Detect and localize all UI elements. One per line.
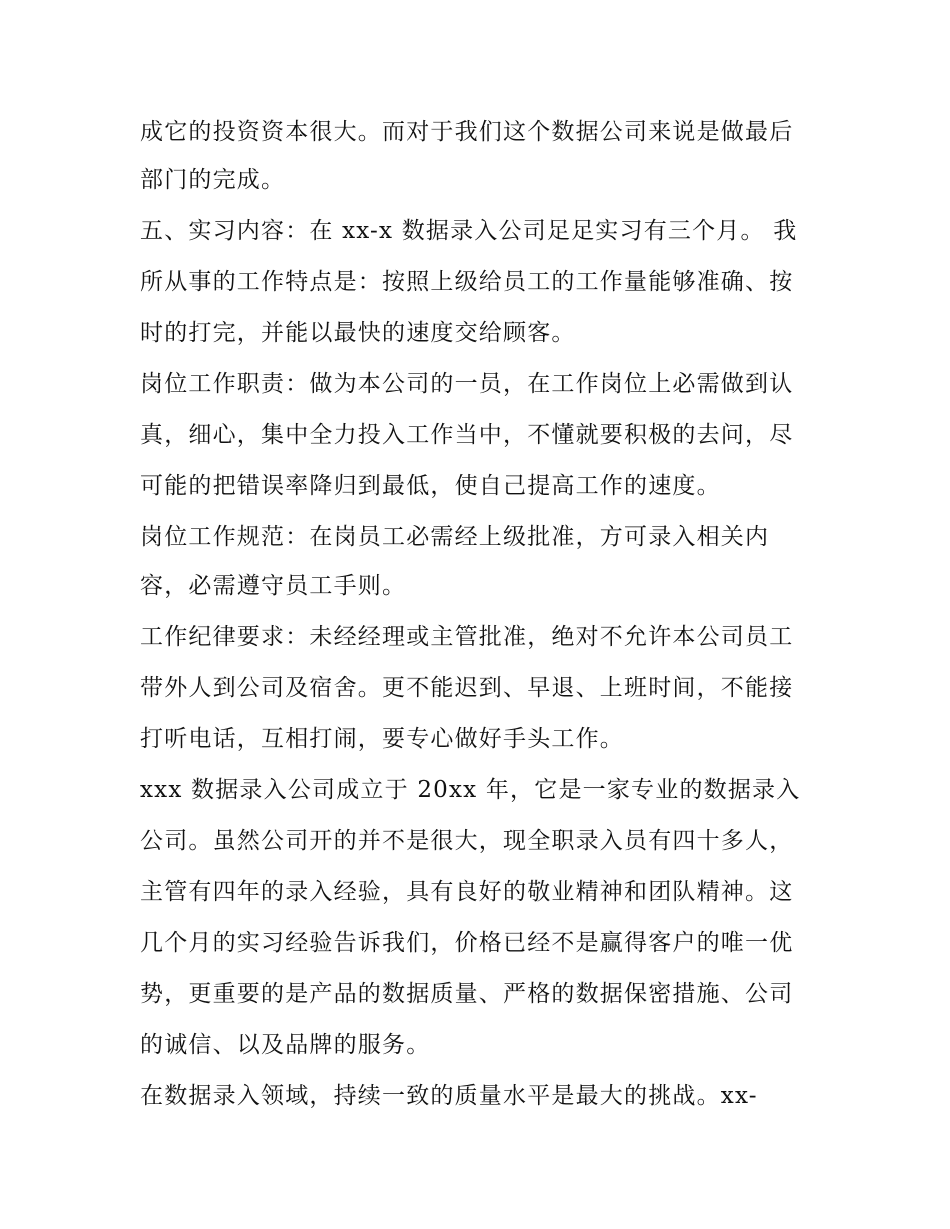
text-line: 可能的把错误率降归到最低，使自己提高工作的速度。: [140, 473, 721, 499]
text-line: 带外人到公司及宿舍。更不能迟到、早退、上班时间，不能接: [140, 675, 794, 701]
text-line: 部门的完成。: [140, 167, 286, 193]
text-line: 几个月的实习经验告诉我们，价格已经不是赢得客户的唯一优: [140, 930, 794, 956]
text-line: 公司。虽然公司开的并不是很大，现全职录入员有四十多人，: [140, 828, 794, 854]
text-line: 在数据录入领域，持续一致的质量水平是最大的挑战。xx-: [140, 1083, 758, 1109]
text-line: 成它的投资资本很大。而对于我们这个数据公司来说是做最后: [140, 119, 794, 145]
text-line: 时的打完，并能以最快的速度交给顾客。: [140, 320, 576, 346]
section-heading-line: 五、实习内容：在 xx-x 数据录入公司足足实习有三个月。 我: [140, 218, 798, 244]
text-line: xxx 数据录入公司成立于 20xx 年，它是一家专业的数据录入: [140, 777, 801, 803]
text-line: 的诚信、以及品牌的服务。: [140, 1032, 431, 1058]
text-line: 岗位工作职责：做为本公司的一员，在工作岗位上必需做到认: [140, 371, 794, 397]
text-line: 岗位工作规范：在岗员工必需经上级批准，方可录入相关内: [140, 524, 770, 550]
text-line: 容，必需遵守员工手则。: [140, 573, 407, 599]
text-line: 主管有四年的录入经验，具有良好的敬业精神和团队精神。这: [140, 879, 794, 905]
text-line: 工作纪律要求：未经经理或主管批准，绝对不允许本公司员工: [140, 624, 794, 650]
text-line: 所从事的工作特点是：按照上级给员工的工作量能够准确、按: [140, 269, 794, 295]
text-line: 真，细心，集中全力投入工作当中，不懂就要积极的去问，尽: [140, 422, 794, 448]
text-line: 打听电话，互相打闹，要专心做好手头工作。: [140, 726, 624, 752]
text-line: 势，更重要的是产品的数据质量、严格的数据保密措施、公司: [140, 981, 794, 1007]
